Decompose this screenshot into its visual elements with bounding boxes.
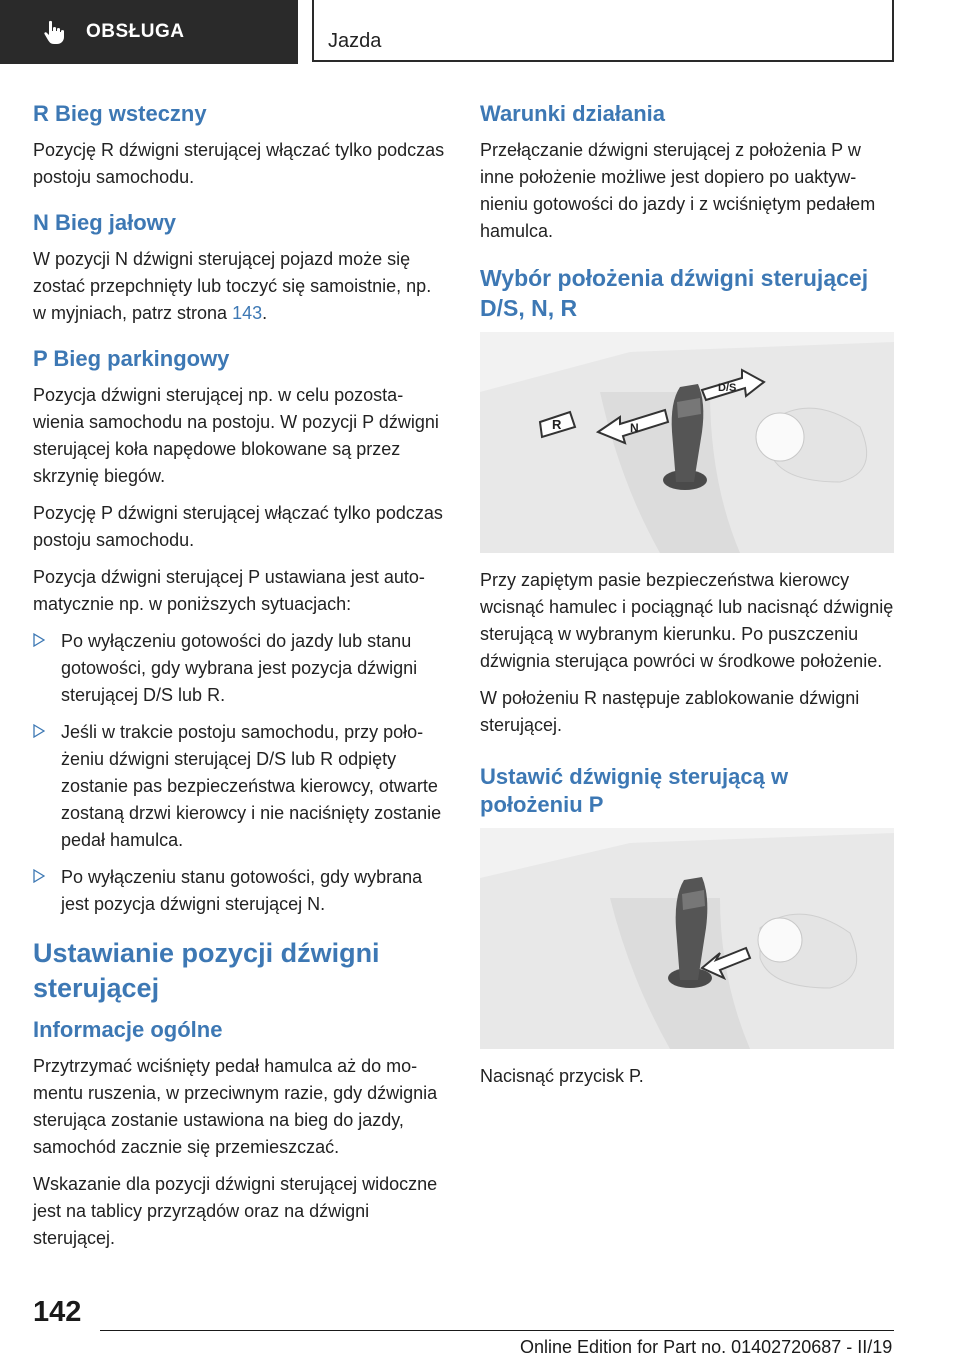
page-link[interactable]: 143: [232, 303, 263, 323]
set-p-heading: Ustawić dźwignię sterującą w położeniu P: [480, 764, 789, 817]
n-gear-heading: N Bieg jałowy: [33, 210, 177, 235]
r-gear-heading: R Bieg wsteczny: [33, 101, 207, 126]
p-gear-text-2: Pozycję P dźwigni sterującej włączać tylko podczas postoju samochodu.: [33, 503, 443, 550]
n-label: N: [630, 421, 639, 435]
park-button-figure: [480, 828, 894, 1049]
triangle-bullet-icon: [33, 724, 45, 738]
r-label: R: [552, 417, 562, 432]
general-info-heading: Informacje ogólne: [33, 1017, 223, 1042]
p-gear-heading: P Bieg parkingowy: [33, 346, 230, 371]
p-gear-text-3: Pozycja dźwigni sterującej P ustawiana jest automatycznie np. w poniższych sytuacjach:: [33, 567, 425, 614]
conditions-text: Przełączanie dźwigni sterującej z położenia P w inne położenie możliwe jest dopiero po uaktywnieniu gotowości do jazdy i z wciśniętym pedałem hamulca.: [480, 140, 876, 241]
general-info-text-1: Przytrzymać wciśnięty pedał hamulca aż do momentu ruszenia, w przeciwnym razie, gdy dźwignia sterująca zostanie ustawiona na bieg do jazdy, samochód zacznie się przemieszczać.: [33, 1056, 438, 1157]
ds-label: D/S: [718, 382, 737, 394]
list-item: Po wyłączeniu gotowości do jazdy lub stanu gotowości, gdy wybrana jest pozycja dźwigni sterującej D/S lub R.: [33, 628, 447, 709]
r-gear-text: Pozycję R dźwigni sterującej włączać tylko podczas postoju samochodu.: [33, 140, 445, 187]
chapter-title: Jazda: [328, 30, 382, 52]
list-item: Jeśli w trakcie postoju samochodu, przy położeniu dźwigni sterującej D/S lub R odpięty zostanie pas bezpieczeństwa kierowcy, otwarte zostaną drzwi kierowcy i nie naciśnięty zostanie pedał hamulca.: [33, 719, 447, 854]
select-text-2: W położeniu R następuje zablokowanie dźwigni sterującej.: [480, 688, 860, 735]
p-gear-text-1: Pozycja dźwigni sterującej np. w celu pozostawienia samochodu na postoju. W pozycji P dźwigni sterującej koła napędowe blokowane są przez skrzynię biegów.: [33, 385, 439, 486]
page-number: 142: [33, 1296, 82, 1328]
select-position-heading: Wybór położenia dźwigni sterującej D/S, N, R: [480, 265, 869, 321]
chapter-header: [312, 0, 894, 62]
edition-note: Online Edition for Part no. 01402720687 - II/19: [520, 1337, 893, 1357]
left-column: [33, 100, 447, 1270]
situations-list: [33, 628, 447, 918]
gear-selector-figure: [480, 332, 894, 553]
general-info-text-2: Wskazanie dla pozycji dźwigni sterującej widoczne jest na tablicy przyrządów oraz na dźwigni sterującej.: [33, 1174, 438, 1248]
right-column: [480, 100, 894, 1100]
hand-pointer-icon: [40, 18, 68, 46]
list-item: Po wyłączeniu stanu gotowości, gdy wybrana jest pozycja dźwigni sterującej N.: [33, 864, 447, 918]
footer-divider: [100, 1330, 894, 1331]
set-p-text: Nacisnąć przycisk P.: [480, 1066, 644, 1086]
header-section-tab: [0, 0, 298, 64]
set-position-heading: Ustawianie pozycji dźwigni sterującej: [33, 938, 380, 1003]
triangle-bullet-icon: [33, 869, 45, 883]
conditions-heading: Warunki działania: [480, 101, 666, 126]
triangle-bullet-icon: [33, 633, 45, 647]
section-label: OBSŁUGA: [86, 21, 185, 42]
select-text-1: Przy zapiętym pasie bezpieczeństwa kierowcy wcisnąć hamulec i pociągnąć lub nacisnąć dźwignię sterującą w wybranym kierunku. Po puszczeniu dźwignia sterująca powróci w środkowe położenie.: [480, 570, 894, 671]
n-gear-text: W pozycji N dźwigni sterującej pojazd może się zostać przepchnięty lub toczyć się samoistnie, np. w myjniach, patrz strona 143.: [33, 249, 432, 323]
